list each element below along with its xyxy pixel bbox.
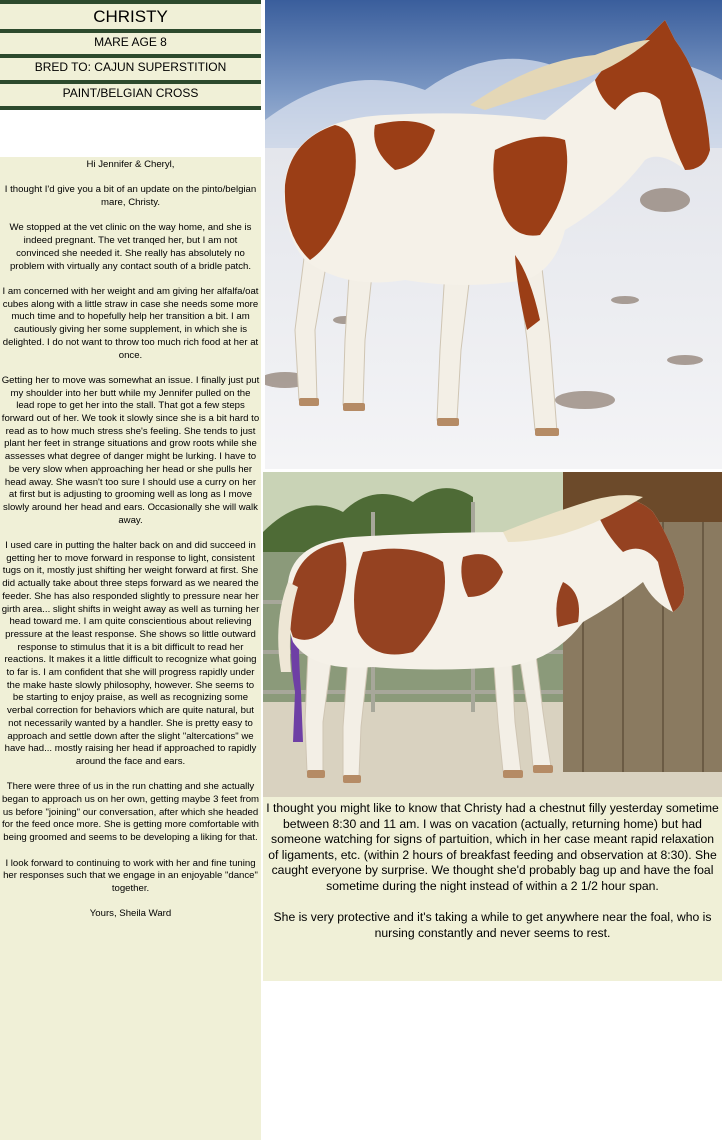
horse-stall-photo bbox=[263, 472, 722, 797]
letter-paragraph: I thought I'd give you a bit of an update on the pinto/belgian mare, Christy. bbox=[4, 184, 257, 209]
breed: PAINT/BELGIAN CROSS bbox=[62, 86, 199, 100]
horse-name: CHRISTY bbox=[93, 7, 168, 26]
update-paragraph: I thought you might like to know that Christy had a chestnut filly yesterday sometime between 8:30 and 11 am. I was on vacation (actually, returning home) but had someone watching for signs of partuition, which in her case meant rapid relaxation of ligaments, etc. (within 2 hours of breakfast feeding and observation at 8:30). She caught everyone by surprise. We thought she'd probably bag up and have the foal sometime during the night instead of within a 2 1/2 hour span. bbox=[266, 801, 719, 893]
letter-paragraph: I look forward to continuing to work with her and fine tuning her responses such that we engage in an enjoyable "dance" together. bbox=[3, 857, 258, 894]
bred-to-banner bbox=[0, 58, 261, 84]
update-paragraph: She is very protective and it's taking a while to get anywhere near the foal, who is nursing constantly and never seems to rest. bbox=[273, 910, 712, 940]
update-panel bbox=[263, 797, 722, 981]
letter-paragraph: Getting her to move was somewhat an issue. I finally just put my shoulder into her butt while my Jennifer pulled on the lead rope to get her into the stall. That got a few steps forward out of her. We took it slowly since she is a bit hard to read as to how much stress she's feeling. She tends to just plant her feet in strange situations and grow roots while she assesses what degree of danger might be lurking. I have to be very slow when approaching her head or she pulls her head away. She wasn't too sure I should use a curry on her at first but is adjusting to grooming well as long as I move slowly around her head and ears. Occasionally she will walk away. bbox=[1, 374, 260, 526]
age-banner bbox=[0, 33, 261, 58]
bred-to: BRED TO: CAJUN SUPERSTITION bbox=[34, 60, 227, 74]
horse-snow-photo bbox=[265, 0, 722, 469]
horse-age: MARE AGE 8 bbox=[94, 35, 167, 49]
letter-paragraph: There were three of us in the run chatting and she actually began to approach us on her own, getting maybe 3 feet from us before "joining" our conversation, after which she headed for the feed once more. She is getting more comfortable with being groomed and seems to be developing a liking for that. bbox=[1, 781, 260, 844]
letter-panel bbox=[0, 157, 261, 1140]
letter-paragraph: We stopped at the vet clinic on the way home, and she is indeed pregnant. The vet tranqed her, but I am not convinced she needed it. She really has absolutely no problem with virtually any contact south of a bridle patch. bbox=[9, 222, 252, 272]
letter-paragraph: Hi Jennifer & Cheryl, bbox=[86, 159, 175, 170]
letter-signature: Yours, Sheila Ward bbox=[89, 908, 172, 920]
breed-banner bbox=[0, 84, 261, 110]
letter-paragraph: I am concerned with her weight and am giving her alfalfa/oat cubes along with a little straw in case she needs some more much time and to hopefully help her transition a bit. I am cautiously giving her some supplement, in which she is delighted. I do not want to throw too much rich food at her at once. bbox=[2, 285, 259, 361]
letter-paragraph: I used care in putting the halter back on and did succeed in getting her to move forward in response to light, consistent tugs on it, mostly just shifting her weight forward at first. She did actually take about three steps forward as we neared the feeder. She has also responded slightly to pressure near her girth area... slight shifts in weight away as well as turning her head toward me. I am quite conscientious about relieving pressure at the least response. She shows so little outward response to stimulus that it is a bit difficult to read her reactions. It makes it a little difficult to recognize what going to far is. I am confident that she will progress rapidly under the make haste slowly philosophy, however. She seems to be starting to enjoy praise, as well as recognizing some verbal correction for behaviors which are quite natural, but not necessarily wanted by a handler. She is pretty easy to approach and settle down after the slight "altercations" we have had... mostly raising her head if approached to rapidly around the face and ears. bbox=[1, 540, 260, 767]
horse-name-banner bbox=[0, 0, 261, 33]
